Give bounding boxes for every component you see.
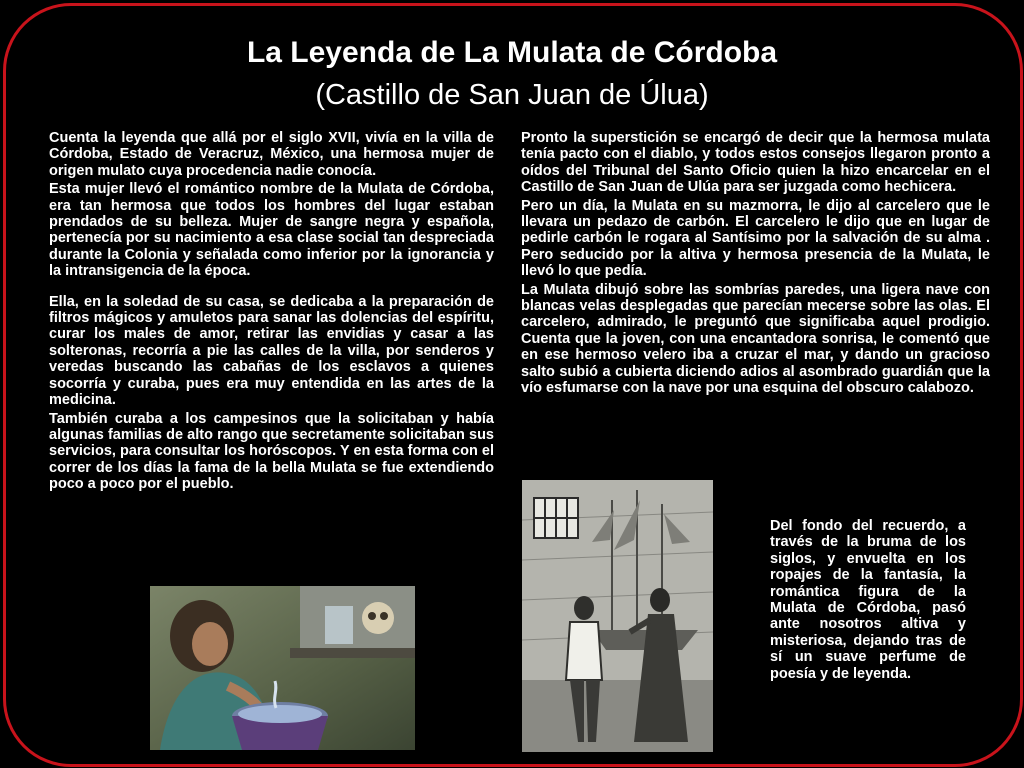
- right-text-column: [521, 130, 990, 399]
- painting-mulata-potions-image: [150, 586, 415, 750]
- left-paragraph: Esta mujer llevó el romántico nombre de la Mulata de Córdoba, era tan hermosa que todos los hombres del lugar estaban prendados de su belleza. Mujer de sangre negra y española, pertenecía por su nacimiento a esa clase social tan despreciada durante la Colonia y señalada como inferior por la ignorancia y la intransigencia de la época.: [49, 181, 494, 280]
- page-subtitle: (Castillo de San Juan de Úlua): [315, 79, 709, 111]
- page-title: La Leyenda de La Mulata de Córdoba: [246, 36, 778, 69]
- right-paragraph: Pronto la superstición se encargó de decir que la hermosa mulata tenía pacto con el diablo, y todos estos consejos llegaron pronto a oídos del Tribunal del Santo Oficio quien la hizo encarcelar en el Castillo de San Juan de Ulúa para ser juzgada como hechicera.: [521, 130, 990, 196]
- image-caption: Del fondo del recuerdo, a través de la bruma de los siglos, y envuelta en los ropajes de la fantasía, la romántica figura de la Mulata de Córdoba, pasó ante nosotros altiva y misteriosa, dejando tras de sí un suave perfume de poesía y de leyenda.: [770, 518, 966, 682]
- painting-illustration: [150, 586, 415, 750]
- left-paragraph: Cuenta la leyenda que allá por el siglo XVII, vivía en la villa de Córdoba, Estado de Veracruz, México, una hermosa mujer de origen mulato cuya procedencia nadie conocía.: [49, 130, 494, 179]
- right-paragraph: La Mulata dibujó sobre las sombrías paredes, una ligera nave con blancas velas desplegadas que parecían mecerse sobre las olas. El carcelero, admirado, le preguntó que significaba aquel prodigio. Cuenta que la joven, con una encantadora sonrisa, le comentó que en ese hermoso velero iba a cruzar el mar, y dando un gracioso salto subió a cubierta diciendo adios al asombrado guardián que la vío esfumarse con la nave por una esquina del obscuro calabozo.: [521, 281, 990, 397]
- engraving-illustration: [522, 480, 713, 752]
- left-text-column: [49, 130, 494, 495]
- left-paragraph: También curaba a los campesinos que la solicitaban y había algunas familias de alto rango que secretamente solicitaban sus servicios, para consultar los horóscopos. Y en esta forma con el correr de los días la fama de la bella Mulata se fue extendiendo poco a poco por el pueblo.: [49, 410, 494, 493]
- engraving-jailer-mulata-image: [522, 480, 713, 752]
- left-paragraph: Ella, en la soledad de su casa, se dedicaba a la preparación de filtros mágicos y amuletos para sanar las dolencias del espíritu, curar los males de amor, retirar las envidias y casar a las solteronas, recorría a pie las calles de la villa, por senderos y veredas buscando las cabañas de los esclavos a quienes socorría y curaba, pues era muy entendida en las artes de la medicina.: [49, 293, 494, 409]
- right-paragraph: Pero un día, la Mulata en su mazmorra, le dijo al carcelero que le llevara un pedazo de carbón. El carcelero le dijo que en lugar de pedirle carbón le rogara al Santísimo por la salvación de su alma . Pero seducido por la altiva y hermosa presencia de la Mulata, le llevó lo que pedía.: [521, 197, 990, 280]
